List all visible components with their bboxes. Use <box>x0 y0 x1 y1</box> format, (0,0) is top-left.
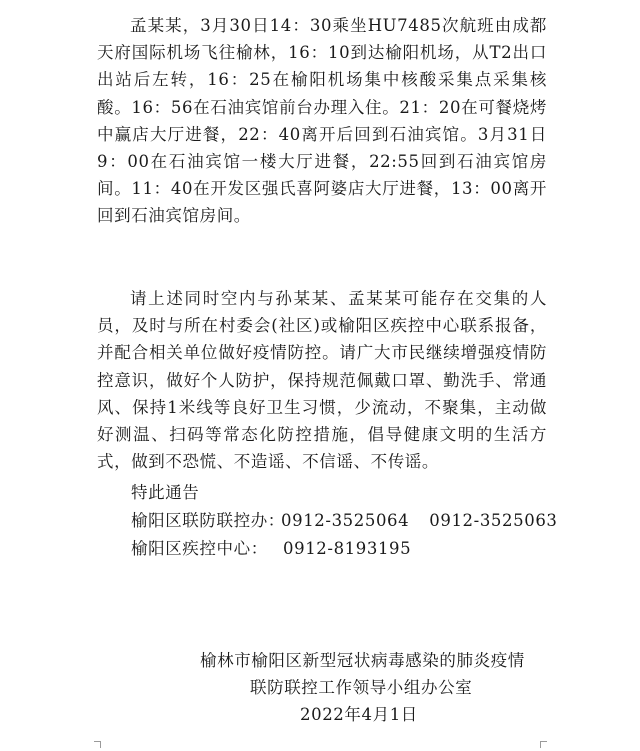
contact-name: 榆阳区疾控中心： <box>131 539 268 558</box>
contact-line <box>131 507 558 534</box>
itinerary-paragraph: 孟某某，3月30日14：30乘坐HU7485次航班由成都天府国际机场飞往榆林，16：10到达榆阳机场，从T2出口出站后左转，16：25在榆阳机场集中核酸采集点采集核酸。16：56在石油宾馆前台办理入住。21：20在可餐烧烤中赢店大厅进餐，22：40离开后回到石油宾馆。3月31日9：00在石油宾馆一楼大厅进餐，22:55回到石油宾馆房间。11：40在开发区强氏喜阿婆店大厅进餐，13：00离开回到石油宾馆房间。 <box>97 16 547 226</box>
contact-name: 榆阳区联防联控办： <box>131 511 285 530</box>
issuer-line-2: 联防联控工作领导小组办公室 <box>250 678 473 697</box>
contact-line <box>131 535 411 562</box>
issuer-line-1: 榆林市榆阳区新型冠状病毒感染的肺炎疫情 <box>200 651 525 670</box>
contact-phone: 0912-8193195 <box>283 539 412 558</box>
notice-heading: 特此通告 <box>131 483 200 502</box>
contact-phone: 0912-3525064 <box>281 511 410 530</box>
advisory-paragraph: 请上述同时空内与孙某某、孟某某可能存在交集的人员，及时与所在村委会(社区)或榆阳区疾控中心联系报备，并配合相关单位做好疫情防控。请广大市民继续增强疫情防控意识，做好个人防护，保持规范佩戴口罩、勤洗手、常通风、保持1米线等良好卫生习惯，少流动，不聚集，主动做好测温、扫码等常态化防控措施，倡导健康文明的生活方式，做到不恐慌、不造谣、不信谣、不传谣。 <box>97 289 547 472</box>
page-corner-mark <box>94 741 101 748</box>
page-corner-mark <box>540 741 547 748</box>
contact-phone: 0912-3525063 <box>429 511 558 530</box>
issue-date: 2022年4月1日 <box>300 705 418 724</box>
